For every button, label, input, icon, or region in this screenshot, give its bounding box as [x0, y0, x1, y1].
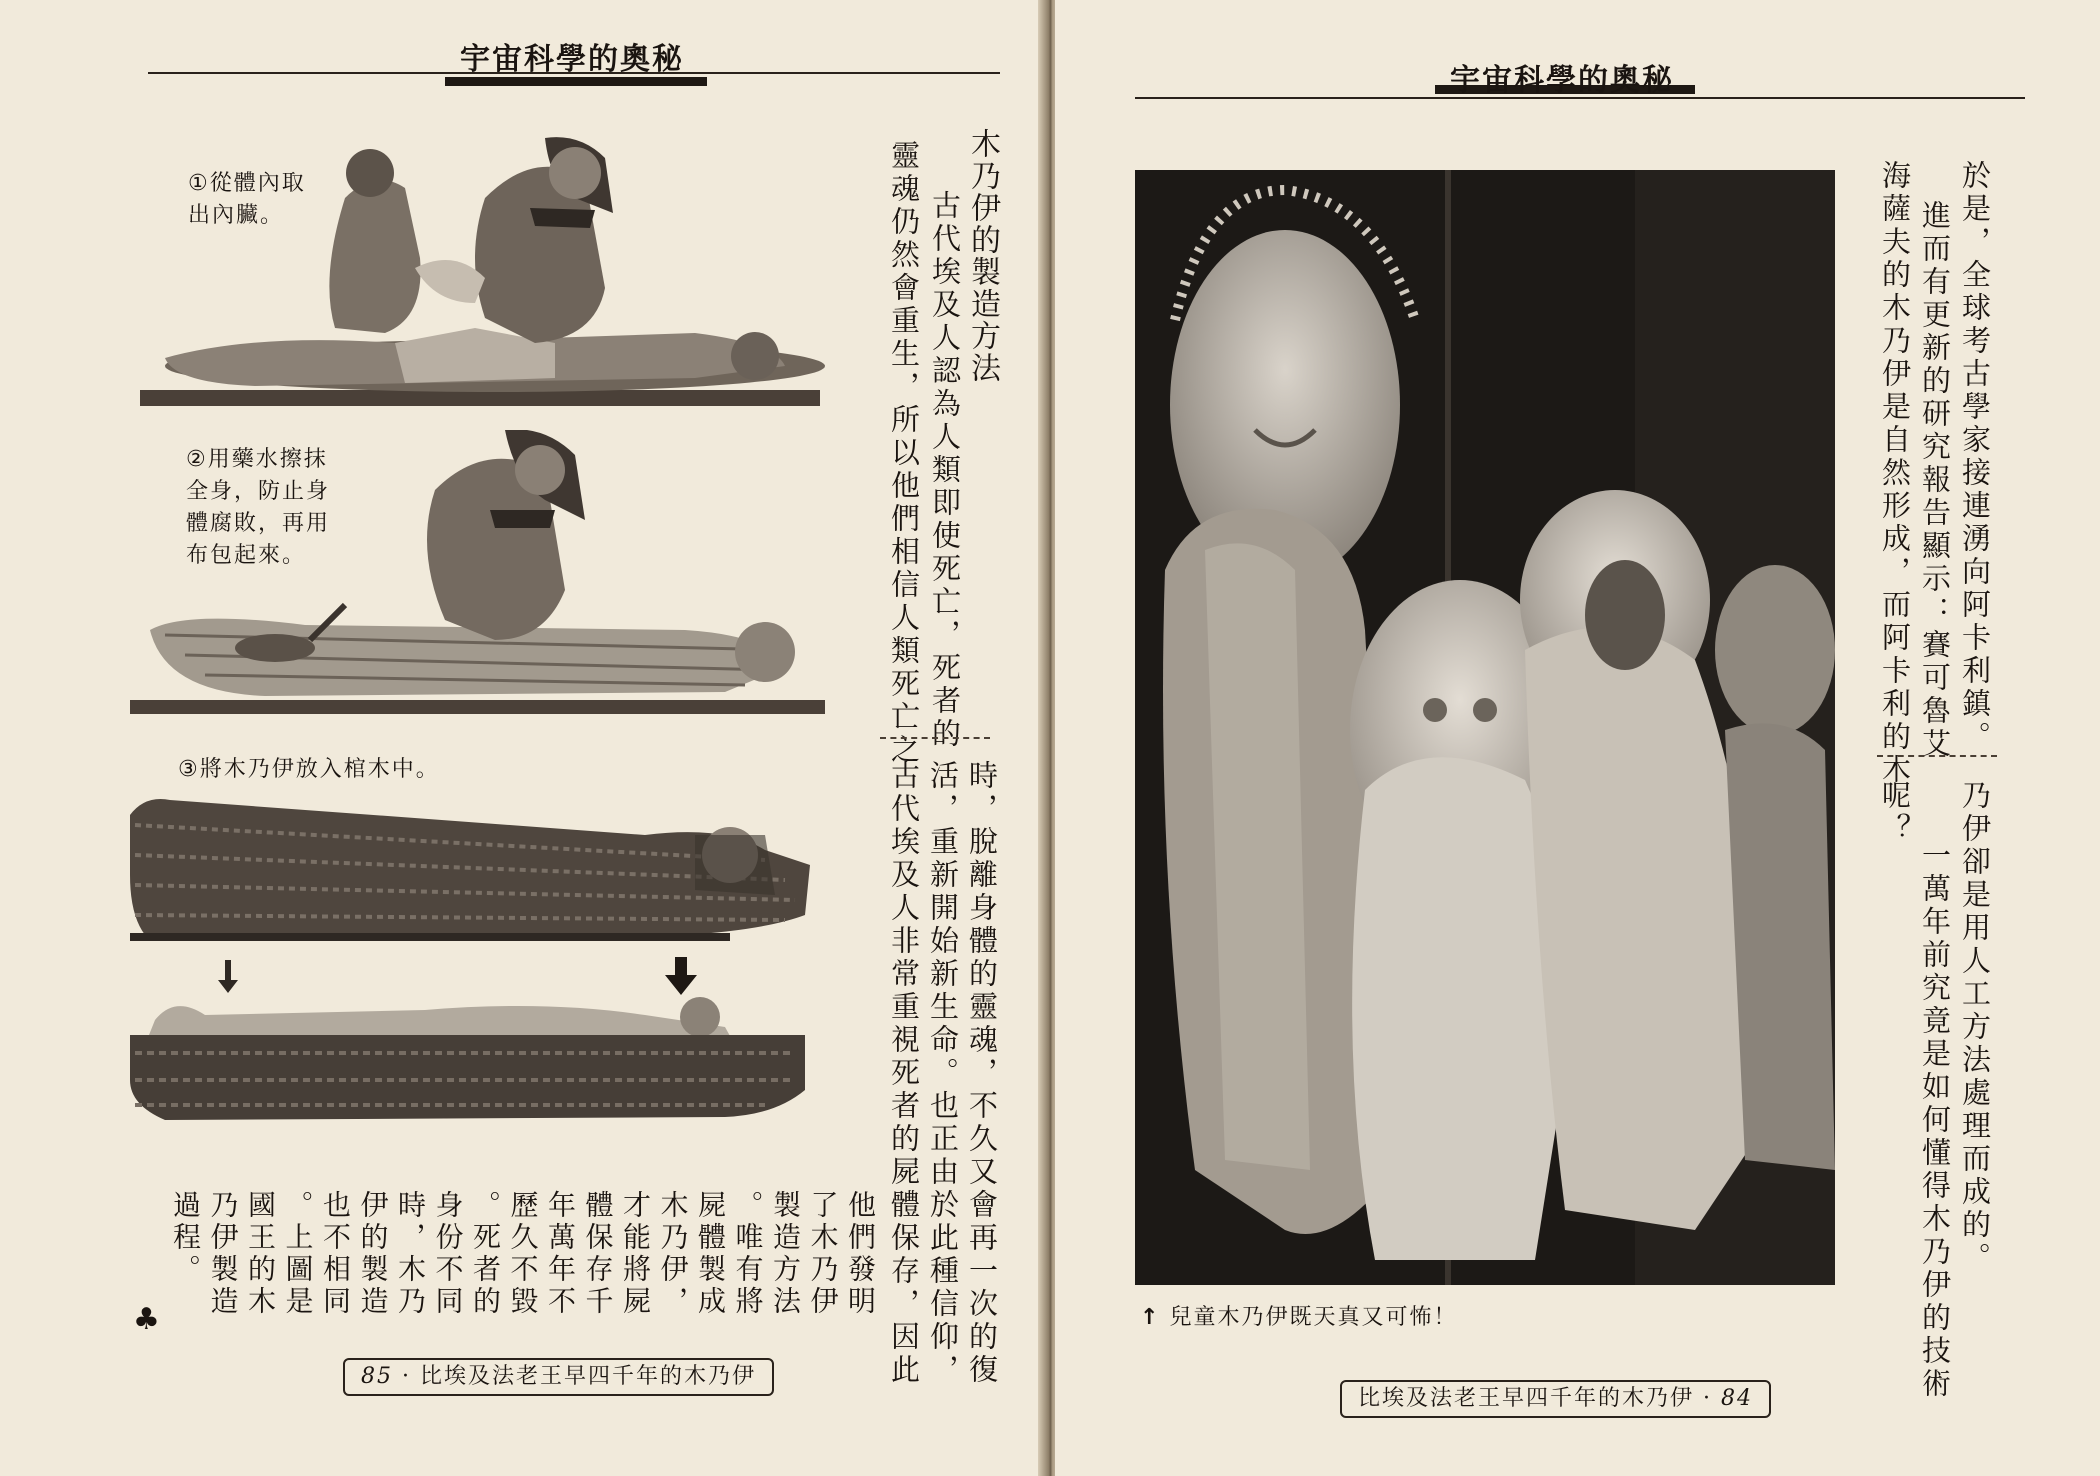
caption-line: 體腐敗，再用 — [186, 511, 331, 536]
caption-line: 用藥水擦抹 — [207, 447, 328, 472]
text-column: 呢？ — [1878, 780, 1912, 846]
text-column: 時，木乃 — [394, 1190, 427, 1318]
step-number: ② — [186, 447, 208, 472]
step-number: ③ — [178, 757, 200, 782]
column-divider — [880, 737, 990, 739]
footer-title: 比埃及法老王早四千年的木乃伊 — [1358, 1386, 1695, 1411]
text-column: 製造方法 — [769, 1190, 802, 1318]
text-column: 體保存千 — [581, 1190, 615, 1318]
page-number: 85 — [361, 1364, 393, 1389]
text-column: 進而有更新的研究報告顯示：賽可魯艾 — [1918, 200, 1952, 761]
text-column: 木乃伊， — [656, 1190, 690, 1318]
step-number: ① — [188, 171, 210, 196]
club-icon: ♣ — [133, 1302, 160, 1337]
text-column: 時，脫離身體的靈魂，不久又會再一次的復 — [965, 760, 999, 1387]
footer-separator: · — [402, 1364, 411, 1389]
section-heading: 木乃伊的製造方法 — [965, 128, 1000, 384]
running-title: 宇宙科學的奧秘 — [1450, 63, 1674, 98]
header-bar — [445, 77, 707, 86]
text-column: 身份不同 — [431, 1190, 465, 1318]
text-column: 海薩夫的木乃伊是自然形成，而阿卡利的木 — [1878, 160, 1912, 787]
text-column: 他們發明 — [844, 1190, 877, 1318]
text-column: 國王的木 — [244, 1190, 277, 1318]
footer-title: 比埃及法老王早四千年的木乃伊 — [420, 1364, 757, 1389]
caption-step1 — [188, 168, 306, 232]
column-divider — [1877, 755, 1997, 757]
mummy-photograph — [1135, 170, 1835, 1285]
text-column: 。死者的 — [469, 1190, 502, 1318]
text-column: 歷久不毀 — [506, 1190, 540, 1318]
text-column: 乃伊製造 — [206, 1190, 240, 1318]
text-column: 靈魂仍然會重生，所以他們相信人類死亡之 — [887, 140, 921, 767]
text-column: 才能將屍 — [619, 1190, 652, 1318]
caption-line: 從體內取 — [209, 171, 306, 196]
footer-separator: · — [1703, 1386, 1713, 1411]
photo-caption-text: 兒童木乃伊既天真又可怖！ — [1169, 1305, 1458, 1330]
caption-line: 將木乃伊放入棺木中。 — [199, 757, 440, 782]
caption-line: 出內臟。 — [188, 203, 285, 228]
sarcophagus-illustration — [125, 795, 815, 1130]
text-column: 活，重新開始新生命。也正由於此種信仰， — [926, 760, 960, 1387]
down-arrow-icon — [218, 957, 697, 995]
caption-line: 布包起來。 — [186, 543, 307, 568]
text-column: 一萬年前究竟是如何懂得木乃伊的技術 — [1918, 840, 1952, 1401]
text-column: 年萬年不 — [544, 1190, 577, 1318]
left-page — [0, 0, 1045, 1476]
text-column: 古代埃及人認為人類即使死亡，死者的 — [928, 190, 962, 751]
text-column: 。唯有將 — [731, 1190, 765, 1318]
page-footer-right — [1340, 1380, 1771, 1418]
photo-caption — [1140, 1300, 1457, 1331]
text-column: 也不相同 — [319, 1190, 352, 1318]
caption-line: 全身，防止身 — [186, 479, 331, 504]
text-column: 過程。 — [169, 1190, 202, 1286]
arrow-up-icon: ↑ — [1140, 1305, 1161, 1330]
caption-step2 — [186, 444, 330, 572]
text-column: 屍體製成 — [694, 1190, 727, 1318]
right-page — [1055, 0, 2100, 1476]
text-column: 。上圖是 — [281, 1190, 315, 1318]
text-column: 古代埃及人非常重視死者的屍體保存，因此 — [887, 760, 921, 1387]
page-footer-left — [343, 1358, 774, 1396]
caption-step3 — [178, 754, 440, 786]
text-column: 於是，全球考古學家接連湧向阿卡利鎮。 — [1958, 160, 1992, 754]
text-column: 伊的製造 — [356, 1190, 390, 1318]
text-column: 乃伊卻是用人工方法處理而成的。 — [1958, 780, 1992, 1275]
page-number: 84 — [1721, 1386, 1754, 1411]
text-column: 了木乃伊 — [806, 1190, 840, 1318]
running-title: 宇宙科學的奧秘 — [460, 42, 684, 77]
